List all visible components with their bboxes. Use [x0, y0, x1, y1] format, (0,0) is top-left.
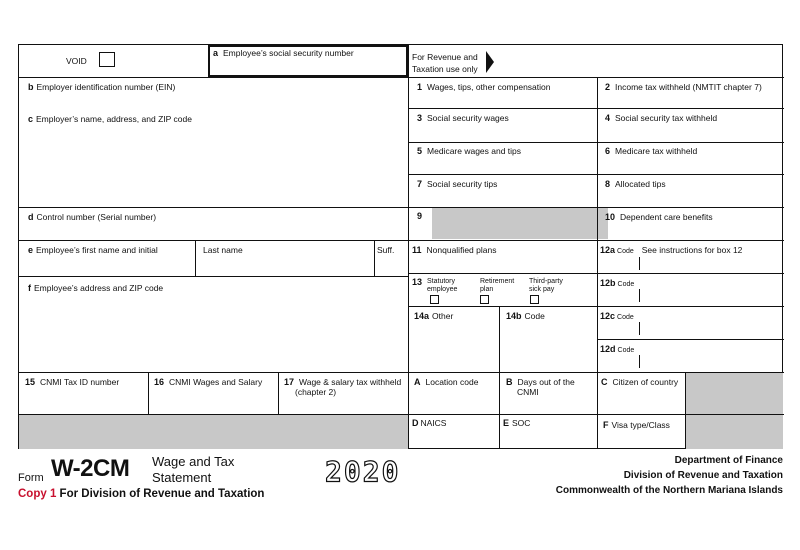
box-10-field[interactable]	[600, 223, 782, 238]
box-8-text: Allocated tips	[615, 179, 666, 189]
box-1-num: 1	[417, 82, 423, 92]
box-f-letter: f	[28, 283, 31, 293]
box-5-num: 5	[417, 146, 423, 156]
shaded-box-right-bottom	[685, 372, 783, 449]
box-12a-num: 12a	[600, 245, 616, 255]
box-10-num: 10	[605, 212, 616, 222]
box-14a-text: Other	[432, 311, 454, 321]
box-14b-label	[506, 311, 545, 321]
ssn-field[interactable]	[210, 57, 404, 75]
box-16-text: CNMI Wages and Salary	[169, 377, 263, 387]
box-16-field[interactable]	[151, 388, 276, 412]
box-12d-code: Code	[617, 347, 635, 354]
box-d-text: Control number (Serial number)	[36, 212, 157, 222]
box-B-field[interactable]	[502, 399, 595, 412]
box-A-text: Location code	[425, 377, 479, 387]
box-9-label	[417, 211, 427, 221]
box-E-field[interactable]	[502, 429, 595, 447]
box-12d-field[interactable]	[642, 354, 782, 370]
box-12b-label	[600, 278, 634, 290]
copy-designation	[18, 488, 264, 500]
box-12a-divider	[639, 257, 640, 270]
retirement-line1: Retirement	[480, 278, 515, 285]
official-use-label	[412, 52, 478, 74]
box-14a-label	[414, 311, 453, 321]
box-11-text: Nonqualified plans	[426, 245, 497, 255]
third-party-sick-pay-checkbox[interactable]	[530, 295, 539, 304]
box-7-field[interactable]	[411, 190, 595, 205]
copy-text: For Division of Revenue and Taxation	[59, 488, 265, 500]
box-e-letter: e	[28, 245, 34, 255]
box-12b-field[interactable]	[642, 288, 782, 304]
box-10-text: Dependent care benefits	[620, 212, 713, 222]
box-1-label	[417, 82, 551, 92]
box-C-label	[601, 377, 678, 387]
box-12a-code: Code	[617, 248, 634, 255]
box-13-num: 13	[412, 277, 423, 287]
box-F-text: Visa type/Class	[611, 420, 670, 430]
agency-line1: Department of Finance	[674, 455, 783, 466]
box-F-label	[603, 420, 670, 430]
statutory-line1: Statutory	[427, 278, 456, 285]
box-D-text: NAICS	[420, 418, 447, 428]
box-12a-field[interactable]	[642, 256, 782, 271]
agency-line3: Commonwealth of the Northern Mariana Islands	[555, 485, 783, 496]
shaded-box-9	[432, 207, 608, 239]
form-name: W-2CM	[51, 455, 130, 482]
box-14b-text: Code	[524, 311, 545, 321]
box-E-num: E	[503, 418, 510, 428]
form-title	[152, 454, 234, 486]
box-6-field[interactable]	[600, 157, 782, 172]
box-12d-divider	[639, 355, 640, 368]
box-4-num: 4	[605, 113, 611, 123]
box-12a-text: See instructions for box 12	[641, 245, 743, 255]
box-17-text1: Wage & salary tax withheld	[299, 377, 402, 387]
box-3-label	[417, 113, 509, 123]
box-15-num: 15	[25, 377, 36, 387]
box-14a-num: 14a	[414, 311, 430, 321]
box-11-num: 11	[412, 245, 422, 255]
box-7-label	[417, 179, 497, 189]
box-13-label	[412, 277, 427, 287]
box-12d-label	[600, 344, 634, 356]
box-12b-code: Code	[617, 281, 635, 288]
box-A-label	[414, 377, 478, 387]
box-5-label	[417, 146, 521, 156]
form-title-line1: Wage and Tax	[152, 454, 235, 469]
tax-year: 2020	[325, 455, 401, 488]
employee-last-name-field[interactable]	[198, 256, 372, 274]
box-3-num: 3	[417, 113, 423, 123]
box-c-label	[28, 114, 192, 124]
box-12c-field[interactable]	[642, 321, 782, 337]
statutory-line2: employee	[427, 286, 458, 293]
box-2-field[interactable]	[600, 92, 782, 106]
box-5-text: Medicare wages and tips	[427, 146, 522, 156]
box-c-letter: c	[28, 114, 34, 124]
box-17-text2: (chapter 2)	[295, 387, 337, 397]
w2cm-form	[18, 44, 783, 449]
box-12b-divider	[639, 289, 640, 302]
official-use-line2: Taxation use only	[412, 64, 478, 74]
box-A-field[interactable]	[411, 388, 497, 412]
box-17-num: 17	[284, 377, 295, 387]
box-14a-field[interactable]	[411, 322, 497, 370]
box-6-label	[605, 146, 697, 156]
box-C-text: Citizen of country	[612, 377, 679, 387]
box-12c-num: 12c	[600, 311, 616, 321]
box-a-letter: a	[213, 48, 219, 58]
box-16-label	[154, 377, 262, 387]
employer-address-field[interactable]	[21, 125, 405, 205]
box-A-num: A	[414, 377, 421, 387]
box-C-field[interactable]	[600, 388, 683, 412]
ein-field[interactable]	[21, 92, 405, 106]
third-party-sick-pay-label	[529, 278, 563, 294]
sickpay-line1: Third-party	[529, 278, 563, 285]
retirement-plan-checkbox[interactable]	[480, 295, 489, 304]
box-3-text: Social security wages	[427, 113, 509, 123]
last-name-label: Last name	[203, 245, 243, 255]
shaded-box-left-bottom	[19, 415, 408, 449]
box-15-field[interactable]	[21, 388, 146, 412]
box-14b-field[interactable]	[502, 322, 595, 370]
box-12c-code: Code	[617, 314, 634, 321]
box-6-num: 6	[605, 146, 611, 156]
box-b-label	[28, 82, 175, 92]
box-16-num: 16	[154, 377, 165, 387]
box-e-label	[28, 245, 158, 255]
box-2-num: 2	[605, 82, 611, 92]
box-12d-num: 12d	[600, 344, 616, 354]
box-10-label	[605, 212, 713, 222]
form-word: Form	[18, 472, 44, 484]
box-B-label	[506, 377, 575, 397]
box-2-text: Income tax withheld (NMTIT chapter 7)	[615, 82, 762, 92]
agency-line2: Division of Revenue and Taxation	[623, 470, 783, 481]
box-d-label	[28, 212, 156, 222]
box-2-label	[605, 82, 762, 92]
box-12b-num: 12b	[600, 278, 616, 288]
box-8-num: 8	[605, 179, 611, 189]
arrow-marker-icon	[486, 51, 495, 73]
official-use-line1: For Revenue and	[412, 52, 478, 62]
box-D-num: D	[412, 418, 419, 428]
box-E-label	[503, 418, 530, 428]
box-7-num: 7	[417, 179, 423, 189]
box-17-field[interactable]	[281, 399, 406, 412]
employee-suffix-field[interactable]	[377, 256, 406, 274]
box-6-text: Medicare tax withheld	[615, 146, 698, 156]
box-b-text: Employer identification number (EIN)	[36, 82, 176, 92]
retirement-line2: plan	[480, 286, 494, 293]
box-b-letter: b	[28, 82, 34, 92]
box-15-text: CNMI Tax ID number	[40, 377, 120, 387]
box-F-field[interactable]	[600, 431, 683, 447]
sickpay-line2: sick pay	[529, 286, 555, 293]
void-label: VOID	[66, 56, 87, 66]
box-f-label	[28, 283, 163, 293]
box-14b-num: 14b	[506, 311, 522, 321]
box-7-text: Social security tips	[427, 179, 498, 189]
box-B-text2: CNMI	[517, 387, 539, 397]
box-4-text: Social security tax withheld	[615, 113, 718, 123]
box-5-field[interactable]	[411, 157, 595, 172]
box-12c-divider	[639, 322, 640, 335]
box-c-text: Employer’s name, address, and ZIP code	[36, 114, 192, 124]
box-B-text1: Days out of the	[517, 377, 575, 387]
retirement-plan-label	[480, 278, 514, 294]
statutory-employee-checkbox[interactable]	[430, 295, 439, 304]
box-12c-label	[600, 311, 634, 323]
copy-label: Copy 1	[18, 488, 57, 500]
box-17-label	[284, 377, 401, 397]
box-1-field[interactable]	[411, 92, 595, 106]
box-E-text: SOC	[512, 418, 531, 428]
box-11-field[interactable]	[411, 256, 595, 271]
box-f-text: Employee’s address and ZIP code	[34, 283, 164, 293]
box-4-field[interactable]	[600, 124, 782, 140]
box-8-field[interactable]	[600, 190, 782, 205]
box-d-letter: d	[28, 212, 34, 222]
suffix-label: Suff.	[377, 245, 395, 255]
employee-first-name-field[interactable]	[21, 256, 193, 274]
control-number-field[interactable]	[21, 223, 405, 238]
box-D-field[interactable]	[411, 429, 497, 447]
agency-block	[556, 453, 783, 498]
employee-address-field[interactable]	[21, 294, 405, 370]
box-11-label	[412, 245, 496, 255]
box-3-field[interactable]	[411, 124, 595, 140]
box-8-label	[605, 179, 666, 189]
box-e-text: Employee’s first name and initial	[36, 245, 158, 255]
statutory-employee-label	[427, 278, 457, 294]
box-a-text: Employee’s social security number	[223, 48, 354, 58]
box-B-num: B	[506, 377, 513, 387]
void-checkbox[interactable]	[99, 52, 115, 67]
box-1-text: Wages, tips, other compensation	[427, 82, 551, 92]
box-F-num: F	[603, 420, 609, 430]
form-title-line2: Statement	[152, 470, 212, 485]
box-4-label	[605, 113, 717, 123]
box-D-label	[412, 418, 446, 428]
box-15-label	[25, 377, 119, 387]
box-C-num: C	[601, 377, 608, 387]
box-9-num: 9	[417, 211, 423, 221]
